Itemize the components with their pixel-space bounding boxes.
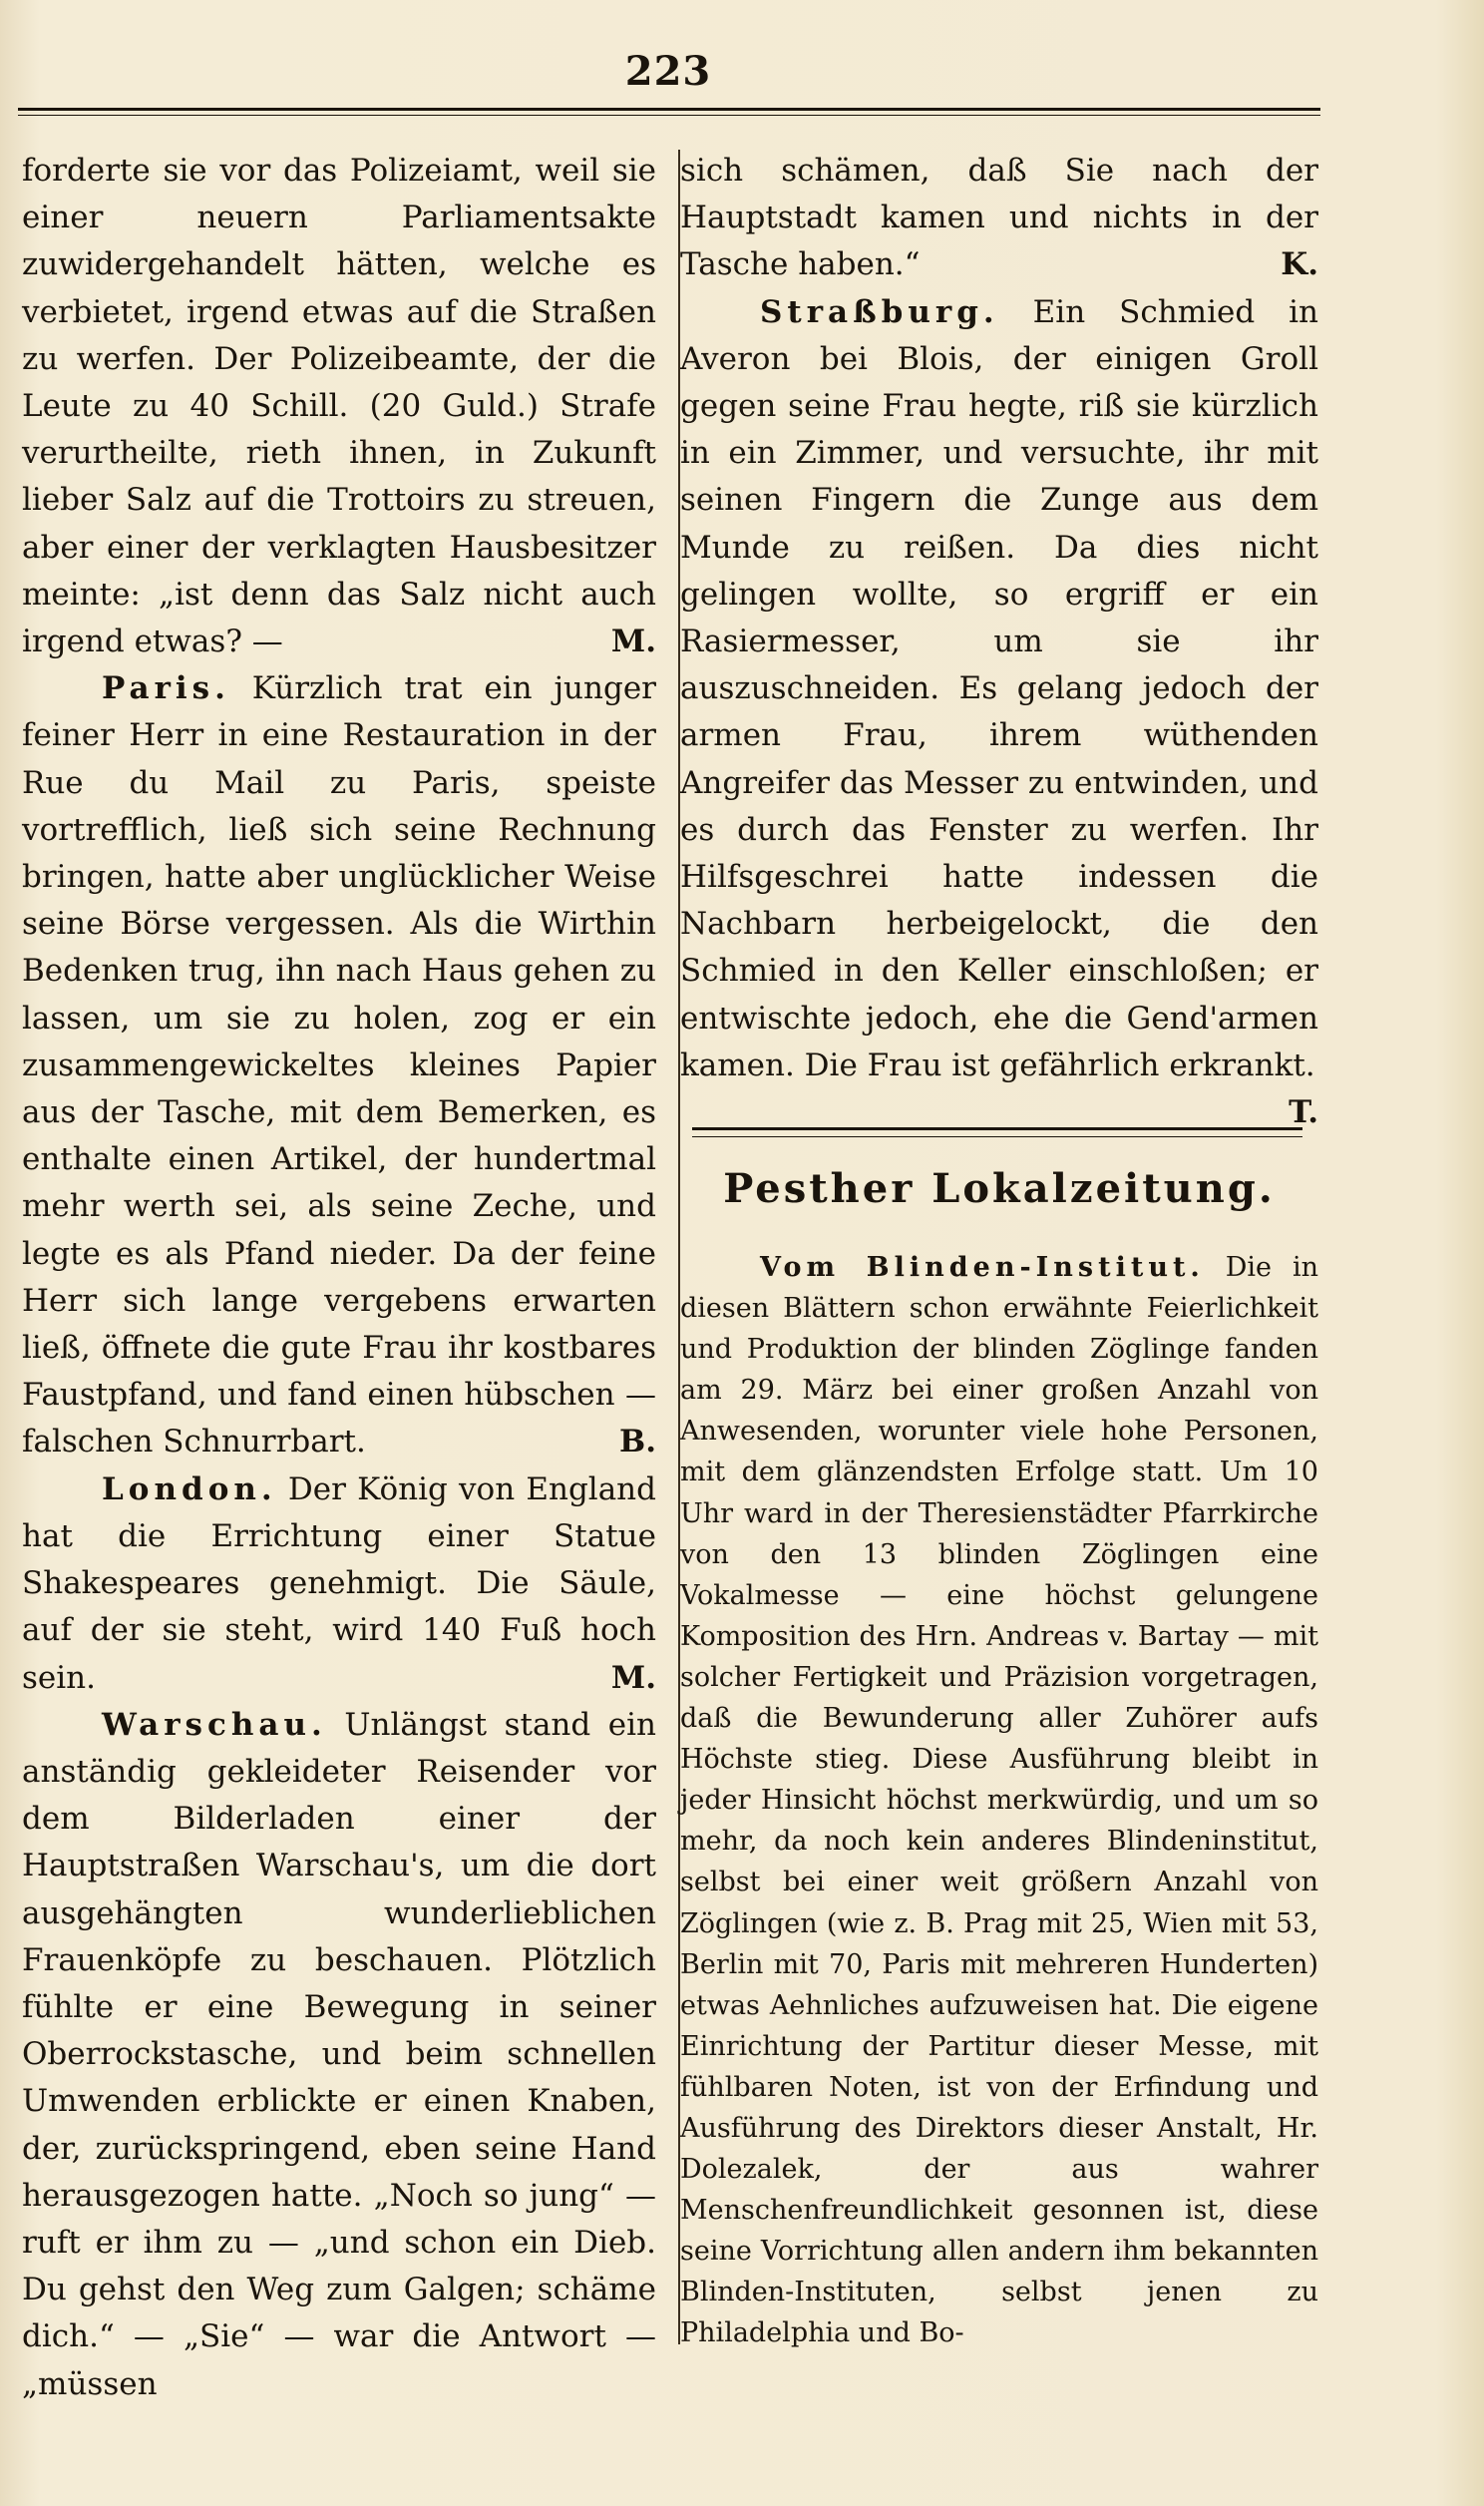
article-place: London.: [102, 1470, 277, 1507]
article-signature: T.: [1289, 1094, 1318, 1131]
article-text: Kürzlich trat ein junger feiner Herr in eine Restauration in der Rue du Mail zu Paris, speiste vortrefflich, ließ sich seine Rechnung bringen, hatte aber unglücklicher Weise seine Börse vergessen. Als die Wirthin Bedenken trug, ihn nach Haus gehen zu lassen, um sie zu holen, zog er ein zusammengewickeltes kleines Papier aus der Tasche, mit dem Bemerken, es enthalte einen Artikel, der hundertmal mehr werth sei, als seine Zeche, und legte es als Pfand nieder. Da der feine Herr sich lange vergebens erwarten ließ, öffnete die gute Frau ihr kostbares Faustpfand, und fand einen hübschen — falschen Schnurrbart.: [22, 670, 657, 1461]
left-column: [22, 148, 656, 2408]
header-rule: [18, 108, 1320, 111]
article-text: sich schämen, daß Sie nach der Hauptstadt kamen und nichts in der Tasche haben.“: [680, 153, 1318, 283]
article-place: Paris.: [102, 670, 230, 707]
article-continued-right: [680, 148, 1318, 289]
article-text: Unlängst stand ein anständig gekleideter Reisender vor dem Bilderladen einer der Hauptstraßen Warschau's, um die dort ausgehängten wunderlieblichen Frauenköpfe zu beschauen. Plötzlich fühlte er eine Bewegung in seiner Oberrockstasche, und beim schnellen Umwenden erblickte er einen Knaben, der, zurückspringend, eben seine Hand herausgezogen hatte. „Noch so jung“ — ruft er ihm zu — „und schon ein Dieb. Du gehst den Weg zum Galgen; schäme dich.“ — „Sie“ — war die Antwort — „müssen: [22, 1706, 656, 2402]
right-column: [680, 148, 1318, 1136]
article-signature: K.: [1281, 246, 1318, 283]
article-text: forderte sie vor das Polizeiamt, weil sie einer neuern Parliamentsakte zuwidergehandelt hätten, welche es verbietet, irgend etwas auf die Straßen zu werfen. Der Polizeibeamte, der die Leute zu 40 Schill. (20 Guld.) Strafe verurtheilte, rieth ihnen, in Zukunft lieber Salz auf die Trottoirs zu streuen, aber einer der verklagten Hausbesitzer meinte: „ist denn das Salz nicht auch irgend etwas? —: [22, 153, 656, 660]
article-continued: [22, 148, 656, 665]
article-signature: M.: [610, 624, 656, 660]
article-place: Straßburg.: [760, 293, 999, 330]
article-warschau: [22, 1702, 656, 2408]
article-text: Die in diesen Blättern schon erwähnte Feierlichkeit und Produktion der blinden Zöglinge fanden am 29. März bei einer großen Anzahl von Anwesenden, worunter viele hohe Personen, mit dem glänzendsten Erfolge statt. Um 10 Uhr ward in der Theresienstädter Pfarrkirche von den 13 blinden Zöglingen eine Vokalmesse — eine höchst gelungene Komposition des Hrn. Andreas v. Bartay — mit solcher Fertigkeit und Präzision vorgetragen, daß die Bewunderung aller Zuhörer aufs Höchste stieg. Diese Ausführung bleibt in jeder Hinsicht höchst merkwürdig, und um so mehr, da noch kein anderes Blindeninstitut, selbst bei einer weit größern Anzahl von Zöglingen (wie z. B. Prag mit 25, Wien mit 53, Berlin mit 70, Paris mit mehreren Hunderten) etwas Aehnliches aufzuweisen hat. Die eigene Einrichtung der Partitur dieser Messe, mit fühlbaren Noten, ist von der Erfindung und Ausführung des Direktors dieser Anstalt, Hr. Dolezalek, der aus wahrer Menschenfreundlichkeit gesonnen ist, diese seine Vorrichtung allen andern ihm bekannten Blinden-Instituten, selbst jenen zu Philadelphia und Bo-: [680, 1252, 1318, 2349]
page-number: 223: [624, 48, 712, 95]
article-text: Ein Schmied in Averon bei Blois, der einigen Groll gegen seine Frau hegte, riß sie kürzlich in ein Zimmer, und versuchte, ihr mit seinen Fingern die Zunge aus dem Munde zu reißen. Da dies nicht gelingen wollte, so ergriff er ein Rasiermesser, um sie ihr auszuschneiden. Es gelang jedoch der armen Frau, ihrem wüthenden Angreifer das Messer zu entwinden, und es durch das Fenster zu werfen. Ihr Hilfsgeschrei hatte indessen die Nachbarn herbeigelockt, die den Schmied in den Keller einschloßen; er entwischte jedoch, ehe die Gend'armen kamen. Die Frau ist gefährlich erkrankt.: [680, 293, 1318, 1083]
article-place: Vom Blinden-Institut.: [760, 1252, 1205, 1283]
article-signature: B.: [619, 1424, 656, 1461]
section-heading: Pesther Lokalzeitung.: [723, 1165, 1276, 1212]
article-strassburg: [680, 289, 1318, 1137]
article-london: [22, 1466, 656, 1702]
article-paris: [22, 665, 656, 1465]
article-signature: M.: [610, 1659, 656, 1696]
lokal-column: [680, 1247, 1318, 2354]
article-place: Warschau.: [102, 1706, 327, 1743]
article-text: Der König von England hat die Errichtung einer Statue Shakespeares genehmigt. Die Säule, auf der sie steht, wird 140 Fuß hoch sein.: [22, 1470, 656, 1696]
section-rule: [692, 1127, 1302, 1137]
article-blinden-institut: [680, 1247, 1318, 2354]
